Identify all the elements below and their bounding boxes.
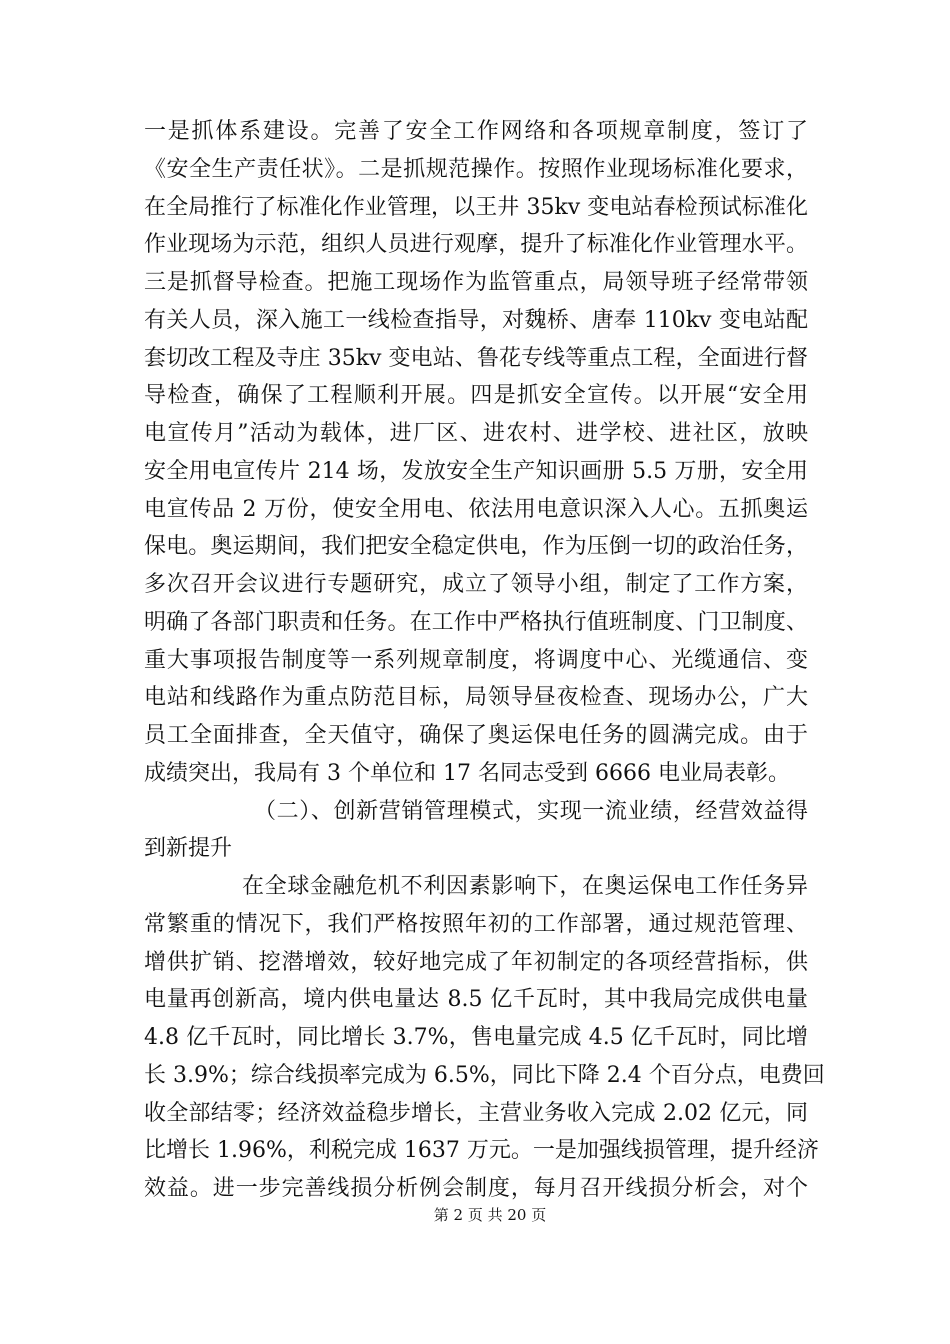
paragraph-first-line: 在全球金融危机不利因素影响下，在奥运保电工作任务异 — [242, 874, 808, 899]
text-line: 员工全面排查，全天值守，确保了奥运保电任务的圆满完成。由于 — [144, 723, 808, 748]
text-line: 一是抓体系建设。完善了安全工作网络和各项规章制度，签订了 — [144, 119, 808, 144]
text-line: 收全部结零；经济效益稳步增长，主营业务收入完成 2.02 亿元，同 — [144, 1100, 808, 1126]
text-line: 增供扩销、挖潜增效，较好地完成了年初制定的各项经营指标，供 — [144, 949, 808, 975]
page-number: 第 2 页 共 20 页 — [433, 1206, 547, 1224]
text-line: 作业现场为示范，组织人员进行观摩，提升了标准化作业管理水平。 — [144, 232, 808, 258]
section-heading-line: 到新提升 — [144, 836, 233, 862]
text-line: 电量再创新高，境内供电量达 8.5 亿千瓦时，其中我局完成供电量 — [144, 987, 808, 1013]
text-line: 有关人员，深入施工一线检查指导，对魏桥、唐奉 110kv 变电站配 — [144, 307, 808, 333]
section-heading-line: （二）、创新营销管理模式，实现一流业绩，经营效益得 — [254, 798, 808, 824]
body-text — [144, 113, 825, 1208]
text-line: 导检查，确保了工程顺利开展。四是抓安全宣传。以开展“安全用 — [144, 383, 808, 409]
text-line: 常繁重的情况下，我们严格按照年初的工作部署，通过规范管理、 — [144, 911, 808, 937]
text-line: 效益。进一步完善线损分析例会制度，每月召开线损分析会，对个 — [144, 1176, 808, 1201]
text-line: 三是抓督导检查。把施工现场作为监管重点，局领导班子经常带领 — [144, 270, 808, 295]
text-line: 比增长 1.96%，利税完成 1637 万元。一是加强线损管理，提升经济 — [144, 1138, 819, 1164]
text-line: 安全用电宣传片 214 场，发放安全生产知识画册 5.5 万册，安全用 — [144, 458, 808, 484]
text-line: 在全局推行了标准化作业管理，以王井 35kv 变电站春检预试标准化 — [144, 194, 808, 220]
text-line: 套切改工程及寺庄 35kv 变电站、鲁花专线等重点工程，全面进行督 — [144, 345, 808, 371]
text-line: 电宣传品 2 万份，使安全用电、依法用电意识深入人心。五抓奥运 — [144, 496, 808, 522]
text-line: 电宣传月”活动为载体，进厂区、进农村、进学校、进社区，放映 — [144, 421, 808, 446]
text-line: 《安全生产责任状》。二是抓规范操作。按照作业现场标准化要求， — [144, 156, 808, 182]
text-line: 明确了各部门职责和任务。在工作中严格执行值班制度、门卫制度、 — [144, 609, 808, 635]
text-line: 电站和线路作为重点防范目标，局领导昼夜检查、现场办公，广大 — [144, 685, 808, 711]
text-line: 多次召开会议进行专题研究，成立了领导小组，制定了工作方案， — [144, 572, 808, 597]
text-line: 保电。奥运期间，我们把安全稳定供电，作为压倒一切的政治任务， — [144, 534, 808, 560]
text-line: 4.8 亿千瓦时，同比增长 3.7%，售电量完成 4.5 亿千瓦时，同比增 — [144, 1025, 808, 1050]
text-line: 成绩突出，我局有 3 个单位和 17 名同志受到 6666 电业局表彰。 — [144, 760, 790, 786]
text-line: 重大事项报告制度等一系列规章制度，将调度中心、光缆通信、变 — [144, 647, 808, 673]
text-line: 长 3.9%；综合线损率完成为 6.5%，同比下降 2.4 个百分点，电费回 — [144, 1062, 825, 1088]
